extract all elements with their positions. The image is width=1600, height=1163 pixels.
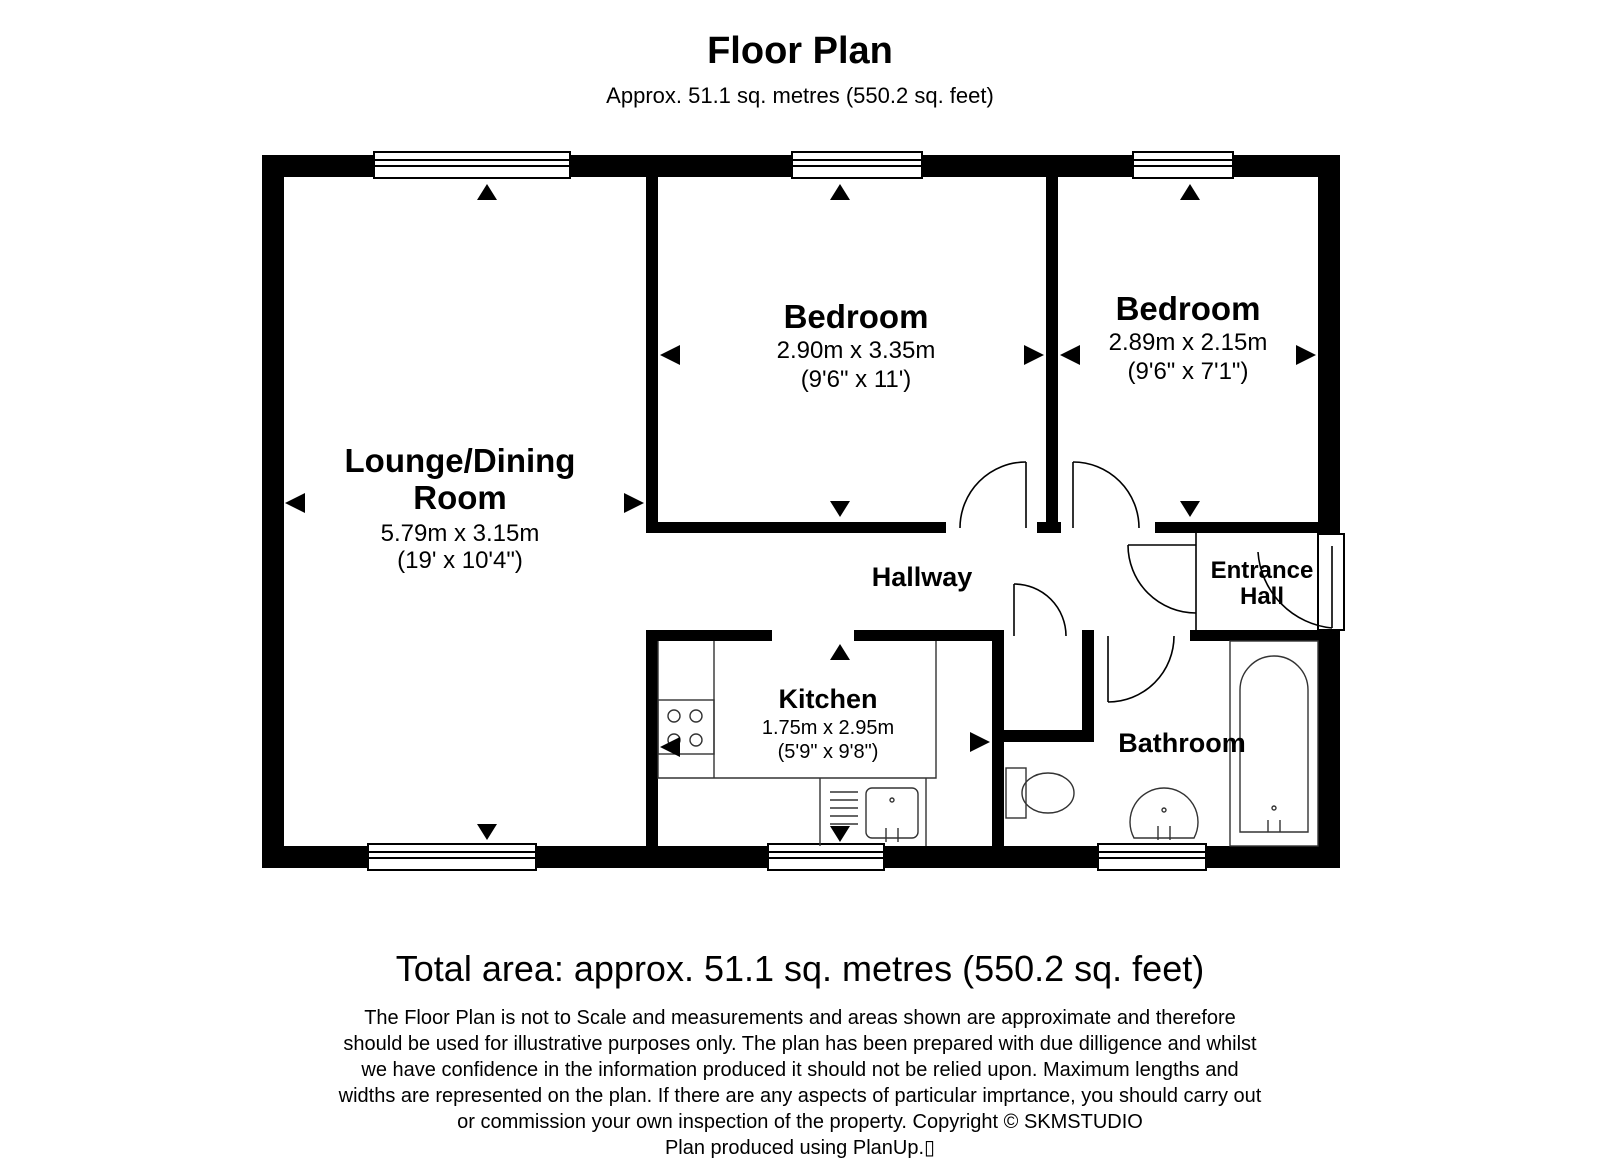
page-subtitle: Approx. 51.1 sq. metres (550.2 sq. feet) — [606, 83, 994, 108]
disclaimer-line: The Floor Plan is not to Scale and measurements and areas shown are approximate and therefore — [364, 1007, 1236, 1029]
window-lounge-top — [374, 152, 570, 178]
disclaimer-line: Plan produced using PlanUp.▯ — [664, 1137, 936, 1159]
bedroom1-metric: 2.90m x 3.35m — [776, 337, 936, 364]
window-bathroom-bottom — [1098, 844, 1206, 870]
arrow-down-icon — [1180, 501, 1200, 517]
kitchen-imperial: (5'9" x 9'8") — [777, 741, 879, 763]
arrow-left-icon — [1060, 345, 1080, 365]
bedroom1-name: Bedroom — [783, 298, 929, 335]
kitchen-metric: 1.75m x 2.95m — [761, 717, 895, 739]
arrow-up-icon — [1180, 184, 1200, 200]
page-title: Floor Plan — [707, 30, 893, 72]
bathroom-name: Bathroom — [1118, 728, 1246, 758]
disclaimer-line: or commission your own inspection of the property. Copyright © SKMSTUDIO — [457, 1111, 1143, 1133]
hallway-name: Hallway — [871, 562, 973, 592]
entrance-hall-name: Entrance — [1210, 557, 1314, 584]
lounge-name: Lounge/Dining — [344, 442, 576, 479]
lounge-metric: 5.79m x 3.15m — [380, 520, 540, 547]
entrance-hall-name-line2: Hall — [1239, 583, 1285, 610]
window-bedroom1-top — [792, 152, 922, 178]
door-bedroom1 — [960, 462, 1026, 528]
door-entrance-hall — [1128, 533, 1196, 630]
arrow-right-icon — [624, 493, 644, 513]
bedroom2-name: Bedroom — [1115, 290, 1261, 327]
disclaimer — [280, 1005, 1320, 1161]
door-bathroom — [1108, 636, 1174, 702]
arrow-right-icon — [970, 732, 990, 752]
basin-icon — [1130, 788, 1198, 840]
bedroom1-imperial: (9'6" x 11') — [800, 366, 912, 393]
arrow-down-icon — [830, 501, 850, 517]
window-kitchen-bottom — [768, 844, 884, 870]
lounge-name-line2: Room — [413, 479, 507, 516]
arrow-up-icon — [830, 644, 850, 660]
arrow-left-icon — [285, 493, 305, 513]
lounge-imperial: (19' x 10'4") — [397, 547, 523, 574]
kitchen-name: Kitchen — [778, 684, 878, 714]
door-kitchen — [1014, 584, 1066, 636]
disclaimer-line: widths are represented on the plan. If there are any aspects of particular imprtance, you should carry out — [338, 1085, 1262, 1107]
arrow-down-icon — [477, 824, 497, 840]
bedroom2-imperial: (9'6" x 7'1") — [1127, 358, 1249, 385]
door-bedroom2 — [1073, 462, 1139, 528]
disclaimer-line: should be used for illustrative purposes only. The plan has been prepared with due dilligence and whilst — [343, 1033, 1257, 1055]
total-area: Total area: approx. 51.1 sq. metres (550.2 sq. feet) — [395, 948, 1205, 989]
window-bedroom2-top — [1133, 152, 1233, 178]
arrow-up-icon — [477, 184, 497, 200]
disclaimer-line: we have confidence in the information produced it should not be relied upon. Maximum lengths and — [361, 1059, 1239, 1081]
arrow-left-icon — [660, 345, 680, 365]
entrance-door-frame — [1318, 534, 1344, 630]
arrow-down-icon — [830, 826, 850, 842]
arrow-up-icon — [830, 184, 850, 200]
bedroom2-metric: 2.89m x 2.15m — [1108, 329, 1268, 356]
arrow-right-icon — [1296, 345, 1316, 365]
arrow-right-icon — [1024, 345, 1044, 365]
window-lounge-bottom — [368, 844, 536, 870]
toilet-icon — [1006, 768, 1074, 818]
